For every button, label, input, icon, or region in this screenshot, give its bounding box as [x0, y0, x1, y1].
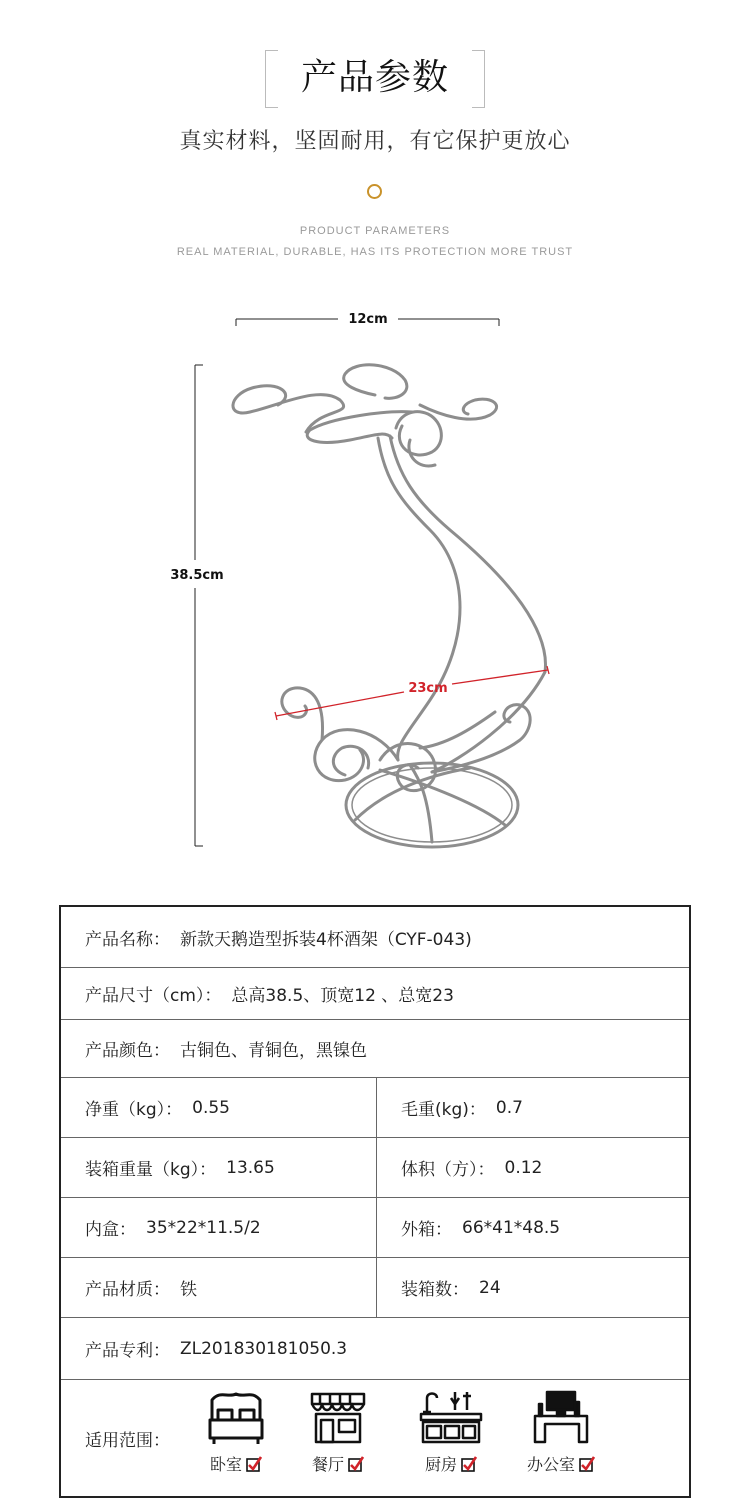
- height-label: 38.5cm: [170, 568, 224, 583]
- column-divider: [376, 1078, 377, 1137]
- wine-rack-illustration: [233, 365, 546, 847]
- spec-value: 13.65: [226, 1157, 275, 1178]
- restaurant-icon: [308, 1390, 368, 1446]
- spec-value: 新款天鹅造型拆装4杯酒架（CYF-043): [180, 929, 472, 950]
- spec-label: 体积（方）：: [401, 1160, 495, 1180]
- spec-value: 古铜色、青铜色，黑镍色: [180, 1041, 367, 1061]
- spec-row-weight: [61, 1077, 689, 1137]
- scope-label: 适用范围：: [85, 1430, 170, 1451]
- product-dimension-drawing: [0, 290, 750, 890]
- height-dimension: [195, 365, 203, 846]
- column-divider: [376, 1138, 377, 1197]
- bed-icon: [206, 1390, 266, 1446]
- spec-label: 产品尺寸（cm）：: [85, 986, 222, 1006]
- office-desk-icon: [531, 1390, 591, 1446]
- page-subtitle: 真实材料，坚固耐用，有它保护更放心: [179, 129, 571, 154]
- kitchen-icon: [419, 1390, 483, 1446]
- english-subtitle: REAL MATERIAL, DURABLE, HAS ITS PROTECTION MORE TRUST: [176, 246, 574, 258]
- scope-item-label: 餐厅: [311, 1455, 344, 1474]
- spec-row-name: [61, 907, 689, 967]
- scope-item-restaurant: [293, 1390, 383, 1500]
- spec-row-carton: [61, 1137, 689, 1197]
- spec-label: 产品颜色：: [85, 1041, 170, 1061]
- spec-label: 产品专利：: [85, 1341, 170, 1361]
- spec-value: 0.55: [192, 1097, 230, 1118]
- spec-value: 总高38.5、顶宽12 、总宽23: [231, 986, 454, 1006]
- top-width-label: 12cm: [348, 312, 388, 327]
- spec-label: 装箱数：: [401, 1280, 469, 1300]
- spec-label: 产品名称：: [85, 929, 170, 950]
- checkbox-checked-icon: [579, 1456, 595, 1472]
- spec-label: 毛重(kg)：: [401, 1100, 486, 1120]
- spec-value: 0.7: [495, 1097, 523, 1118]
- column-divider: [376, 1198, 377, 1257]
- spec-value: ZL201830181050.3: [180, 1338, 348, 1359]
- page-title: 产品参数: [300, 57, 449, 98]
- spec-value: 铁: [180, 1280, 197, 1300]
- spec-value: 0.12: [504, 1157, 543, 1178]
- spec-label: 装箱重量（kg）：: [85, 1160, 217, 1180]
- scope-item-bedroom: [191, 1390, 281, 1500]
- spec-row-scope: [61, 1379, 689, 1496]
- spec-row-material: [61, 1257, 689, 1317]
- scope-item-label: 办公室: [526, 1455, 575, 1474]
- spec-table: [59, 905, 691, 1498]
- scope-item-office: [516, 1390, 606, 1500]
- spec-value: 35*22*11.5/2: [146, 1217, 261, 1238]
- spec-label: 净重（kg）：: [85, 1100, 183, 1120]
- scope-item-label: 厨房: [424, 1455, 457, 1474]
- spec-label: 内盒：: [85, 1220, 136, 1240]
- spec-row-size: [61, 967, 689, 1019]
- scope-item-kitchen: [406, 1390, 496, 1500]
- spec-row-patent: [61, 1317, 689, 1379]
- spec-row-boxes: [61, 1197, 689, 1257]
- scope-item-label: 卧室: [209, 1455, 242, 1474]
- ring-ornament-icon: [367, 184, 382, 199]
- column-divider: [376, 1258, 377, 1317]
- spec-label: 外箱：: [401, 1220, 452, 1240]
- title-frame: [265, 50, 485, 106]
- checkbox-checked-icon: [348, 1456, 364, 1472]
- spec-label: 产品材质：: [85, 1280, 170, 1300]
- spec-value: 24: [479, 1277, 501, 1298]
- spec-row-color: [61, 1019, 689, 1077]
- checkbox-checked-icon: [461, 1456, 477, 1472]
- english-title: PRODUCT PARAMETERS: [299, 225, 451, 237]
- spec-value: 66*41*48.5: [462, 1217, 561, 1238]
- total-width-label: 23cm: [408, 681, 448, 696]
- checkbox-checked-icon: [246, 1456, 262, 1472]
